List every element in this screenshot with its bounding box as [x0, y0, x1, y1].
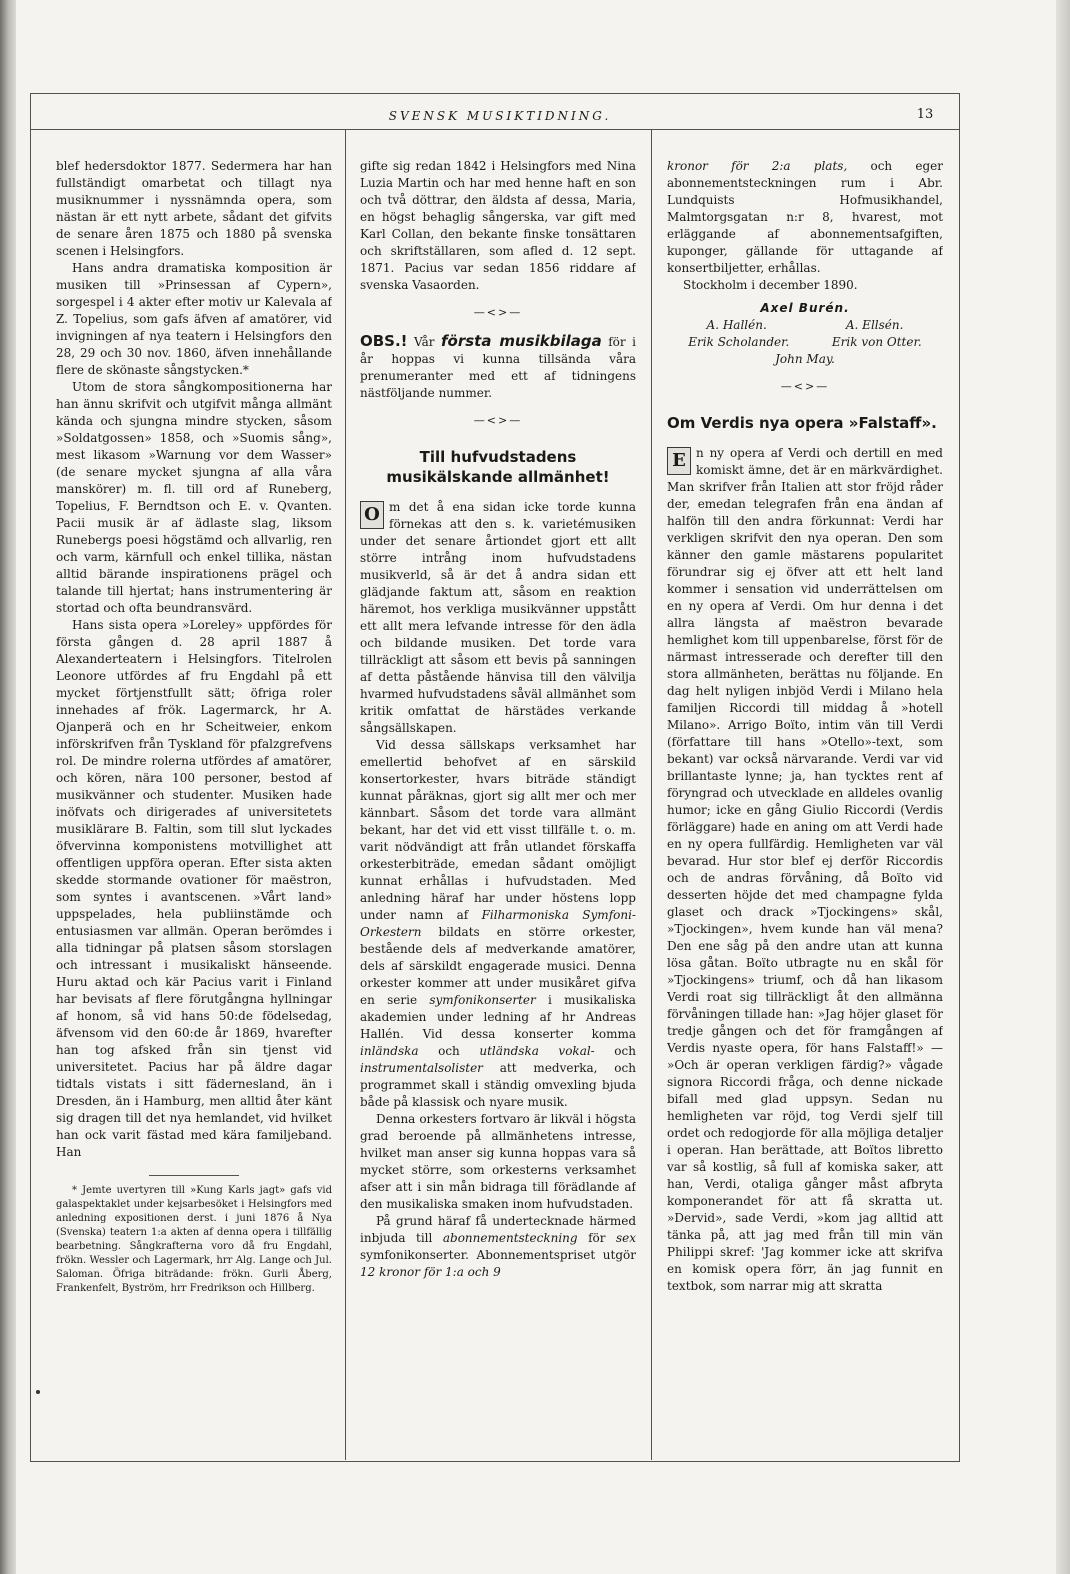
column-2 — [360, 158, 636, 1454]
paragraph: Denna orkesters fortvaro är likväl i högsta grad beroende på allmänhetens intresse, hvilket man anser sig kunna hoppas vara så mycket större, som orkesterns verksamhet afser att i sin mån bidraga till förädlande af den musikaliska smaken inom hufvudstaden. — [360, 1112, 636, 1211]
drop-cap: E — [667, 447, 691, 475]
signature: John May. — [775, 352, 835, 366]
paragraph: Hans sista opera »Loreley» uppfördes för första gången d. 28 april 1887 å Alexanderteatern i Helsingfors. Titelrolen Leonore utfördes af fru Engdahl på ett mycket förtjenstfullt sätt; öfriga roler innehades af frök. Lagermarck, hr A. Ojanperä och en hr Scheitweier, enkom införskrifven från Tyskland för pfalzgrefvens rol. De mindre rolerna utfördes af amatörer, och kören, nära 100 personer, bestod af musikvänner och studenter. Musiken hade inöfvats och dirigerades af universitetets musiklärare B. Faltin, som till slut lyckades öfvervinna komponistens motvillighet att offentligen uppföra operan. Efter sista akten skedde stormande ovationer för maëstron, som syntes i avantscenen. »Vårt land» uppspelades, hela publiinstämde och entusiasmen var allmän. Operan berömdes i alla tidningar på platsen såsom storslagen och intressant i musikaliskt hänseende. Huru aktad och kär Pacius varit i Finland har bevisats af flere förutgångna hyllningar af honom, så vid hans 50:de födelsedag, äfvensom vid den 60:de år 1869, hvarefter han tog afsked från sin tjenst vid universitetet. Pacius har på äldre dagar tidtals vistats i sitt fädernesland, än i Dresden, än i Hamburg, men alltid åter känt sig dragen till det nya hemlandet, vid hvilket han ock varit fästad med kära familjeband. Han — [56, 618, 332, 1159]
print-speck — [36, 1390, 40, 1394]
header-rule — [30, 129, 959, 130]
signature-row — [667, 317, 943, 334]
place-date: Stockholm i december 1890. — [683, 278, 858, 292]
column-1 — [56, 158, 332, 1454]
paragraph: Hans andra dramatiska komposition är musiken till »Prinsessan af Cypern», sorgespel i 4 akter efter motiv ur Kalevala af Z. Topelius, som gafs äfven af amatörer, vid invigningen af nya teatern i Helsingfors den 28, 29 och 30 nov. 1860, äfven innehållande flere de skönaste sångstycken.* — [56, 261, 332, 377]
page-number: 13 — [916, 107, 934, 122]
signature: A. Ellsén. — [845, 318, 904, 332]
signature-main: Axel Burén. — [760, 301, 850, 315]
page-edge — [1056, 0, 1070, 1574]
signature: A. Hallén. — [706, 318, 767, 332]
paragraph: E n ny opera af Verdi och dertill en med komiskt ämne, det är en märkvärdighet. Man skrifver från Italien att stor fröjd råder der, emedan telegrafen från ena ändan af halfön till den andra förkunnat: Verdi har verkligen skrifvit den nya operan. Den som känner den gamle mästarens popularitet förundrar sig ej öfver att ett helt land kommer i sensation vid underrättelsen om en ny opera af Verdi. Om hur denna i det allra längsta af maëstron bevarade hemlighet kom till uppenbarelse, först för de närmast intresserade och derefter till den stora allmänheten, berättas nu följande. En dag helt nyligen inbjöd Verdi i Milano hela familjen Riccordi till middag å »hotell Milano». Arrigo Boïto, intim vän till Verdi (författare till hans »Otello»-text, som bekant) var också närvarande. Verdi var vid brillantaste lynne; ja, han tycktes rent af föryngrad och utvecklade en alldeles ovanlig humor; icke en gång Giulio Riccordi (Verdis förläggare) hade en aning om att Verdi hade en ny opera fullfärdig. Hemligheten var väl bevarad. Hur stor blef ej derför Riccordis och de andras förvåning, då Boïto vid desserten höjde det med champagne fylda glaset och drack »Tjockingens» skål, »Tjockingen», hvem kunde han väl mena? Den ene såg på den andre utan att kunna lösa gåtan. Boïto utbragte nu en skål för »Tjockingens» triumf, och då han likasom Verdi roat sig tillräckligt åt den allmänna förvåningen tillade han: »Jag höjer glaset för tredje gången och det för framgången af Verdis nyaste opera, för hans Falstaff!» — »Och är operan verkligen färdig?» vågade signora Riccordi fråga, och denne nickade bifall med glad uppsyn. Sedan nu hemligheten var röjd, tog Verdi sjelf till ordet och redogjorde för alla möjliga detaljer i operan. Han berättade, att Boïtos libretto var så kostlig, så full af komiska saker, att han, Verdi, otaliga gånger måst afbryta komponerandet för att få skratta ut. »Dervid», sade Verdi, »kom jag alltid att tänka på, att jag med från till min vän Philippi skref: 'Jag kommer icke att skrifva en komisk opera förr, än jag funnit en textbok, som narrar mig att skratta — [667, 446, 943, 1293]
signature: Erik von Otter. — [831, 335, 922, 349]
separator-ornament: —<>— — [473, 306, 523, 319]
footnote-rule — [149, 1175, 239, 1176]
paragraph: På grund häraf få undertecknade härmed inbjuda till abonnementsteckning för sex symfonikonserter. Abonnementspriset utgör 12 kronor för 1:a och 9 — [360, 1214, 636, 1279]
column-rule — [651, 130, 652, 1460]
separator-ornament: —<>— — [473, 414, 523, 427]
obs-label: OBS.! — [360, 332, 408, 350]
paragraph: kronor för 2:a plats, och eger abonnementsteckningen rum i Abr. Lundquists Hofmusikhandel, Malmtorgsgatan n:r 8, hvarest, mot erläggande af abonnementsafgiften, kuponger, gällande för uttagande af konsertbiljetter, erhållas. — [667, 159, 943, 275]
signature-row — [667, 334, 943, 351]
running-title: SVENSK MUSIKTIDNING. — [388, 109, 612, 123]
binding-edge — [0, 0, 16, 1574]
notice-obs: OBS.! Vår första musikbilaga för i år hoppas vi kunna tillsända våra prenumeranter med ett af tidningens nästföljande nummer. — [360, 332, 636, 400]
drop-cap: O — [360, 501, 384, 529]
column-rule — [345, 130, 346, 1460]
footnote: * Jemte uvertyren till »Kung Karls jagt» gafs vid galaspektaklet under kejsarbesöket i Helsingfors med anledning expositionen derst. i juni 1876 å Nya (Svenska) teatern 1:a akten af denna opera i tillfällig bearbetning. Sångkrafterna voro då fru Engdahl, frökn. Wessler och Lagermark, hrr Alg. Lange och Jul. Saloman. Öfriga biträdande: frökn. Gurli Åberg, Frankenfelt, Byström, hrr Fredrikson och Hillberg. — [56, 1185, 332, 1294]
column-3 — [667, 158, 943, 1454]
signature: Erik Scholander. — [688, 335, 790, 349]
paragraph: blef hedersdoktor 1877. Sedermera har han fullständigt omarbetat och tillagt nya musiknummer i nyssnämnda opera, som nästan är ett nytt arbete, sådant det gifvits de senare åren 1875 och 1880 på svenska scenen i Helsingfors. — [56, 159, 332, 258]
separator-ornament: —<>— — [780, 380, 830, 393]
paragraph: O m det å ena sidan icke torde kunna förnekas att den s. k. varietémusiken under det senare årtiondet gjort ett allt större intrång inom hufvudstadens musikverld, så är det å andra sidan ett glädjande faktum att, såsom en reaktion häremot, hos verkliga musikvänner uppstått ett allt mera lefvande intresse för den ädla och bildande musiken. Det torde vara tillräckligt att såsom ett bevis på sanningen af detta påstående hänvisa till den välvilja hvarmed hufvudstadens såväl allmänhet som kritik omfattat de härstädes verkande sångsällskapen. — [360, 500, 636, 735]
obs-highlight: första musikbilaga — [441, 332, 602, 350]
article-heading: Till hufvudstadens musikälskande allmänhet! — [386, 448, 610, 486]
article-heading: Om Verdis nya opera »Falstaff». — [667, 414, 937, 432]
paragraph: Vid dessa sällskaps verksamhet har emellertid behofvet af en särskild konsertorkester, hvars biträde ständigt kunnat påräknas, gjort sig allt mer och mer kännbart. Såsom det torde vara allmänt bekant, har det vid ett visst tillfälle t. o. m. varit nödvändigt att från utlandet förskaffa orkesterbiträde, emedan sådant omöjligt kunnat erhållas i hufvudstaden. Med anledning häraf har under höstens lopp under namn af Filharmoniska Symfoni-Orkestern bildats en större orkester, bestående dels af medverkande amatörer, dels af särskildt engagerade musici. Denna orkester kommer att under musikåret gifva en serie symfonikonserter i musikaliska akademien under ledning af hr Andreas Hallén. Vid dessa konserter komma inländska och utländska vokal- och instrumentalsolister att medverka, och programmet skall i ständig omvexling bjuda både på klassisk och nyare musik. — [360, 738, 636, 1109]
paragraph: Utom de stora sångkompositionerna har han ännu skrifvit och utgifvit många allmänt kända och sjungna mindre stycken, såsom »Soldatgossen» 1858, och »Suomis sång», mest likasom »Warnung vor dem Wasser» (de senare mycket sjungna af alla våra manskörer) m. fl. till ord af Runeberg, Topelius, F. Berndtson och E. v. Qvanten. Pacii musik är af ädlaste slag, liksom Runebergs poesi högstämd och allvarlig, ren och varm, kärnfull och enkel tillika, nästan alltid bärande inspirationens prägel och talande till hjertat; hans instrumentering är stortad och ofta beundransvärd. — [56, 380, 332, 615]
paragraph: gifte sig redan 1842 i Helsingfors med Nina Luzia Martin och har med henne haft en son och två döttrar, den äldsta af dessa, Maria, en högst behaglig sångerska, var gift med Karl Collan, den bekante finske tonsättaren och skriftställaren, som afled d. 12 sept. 1871. Pacius var sedan 1856 riddare af svenska Vasaorden. — [360, 159, 636, 292]
